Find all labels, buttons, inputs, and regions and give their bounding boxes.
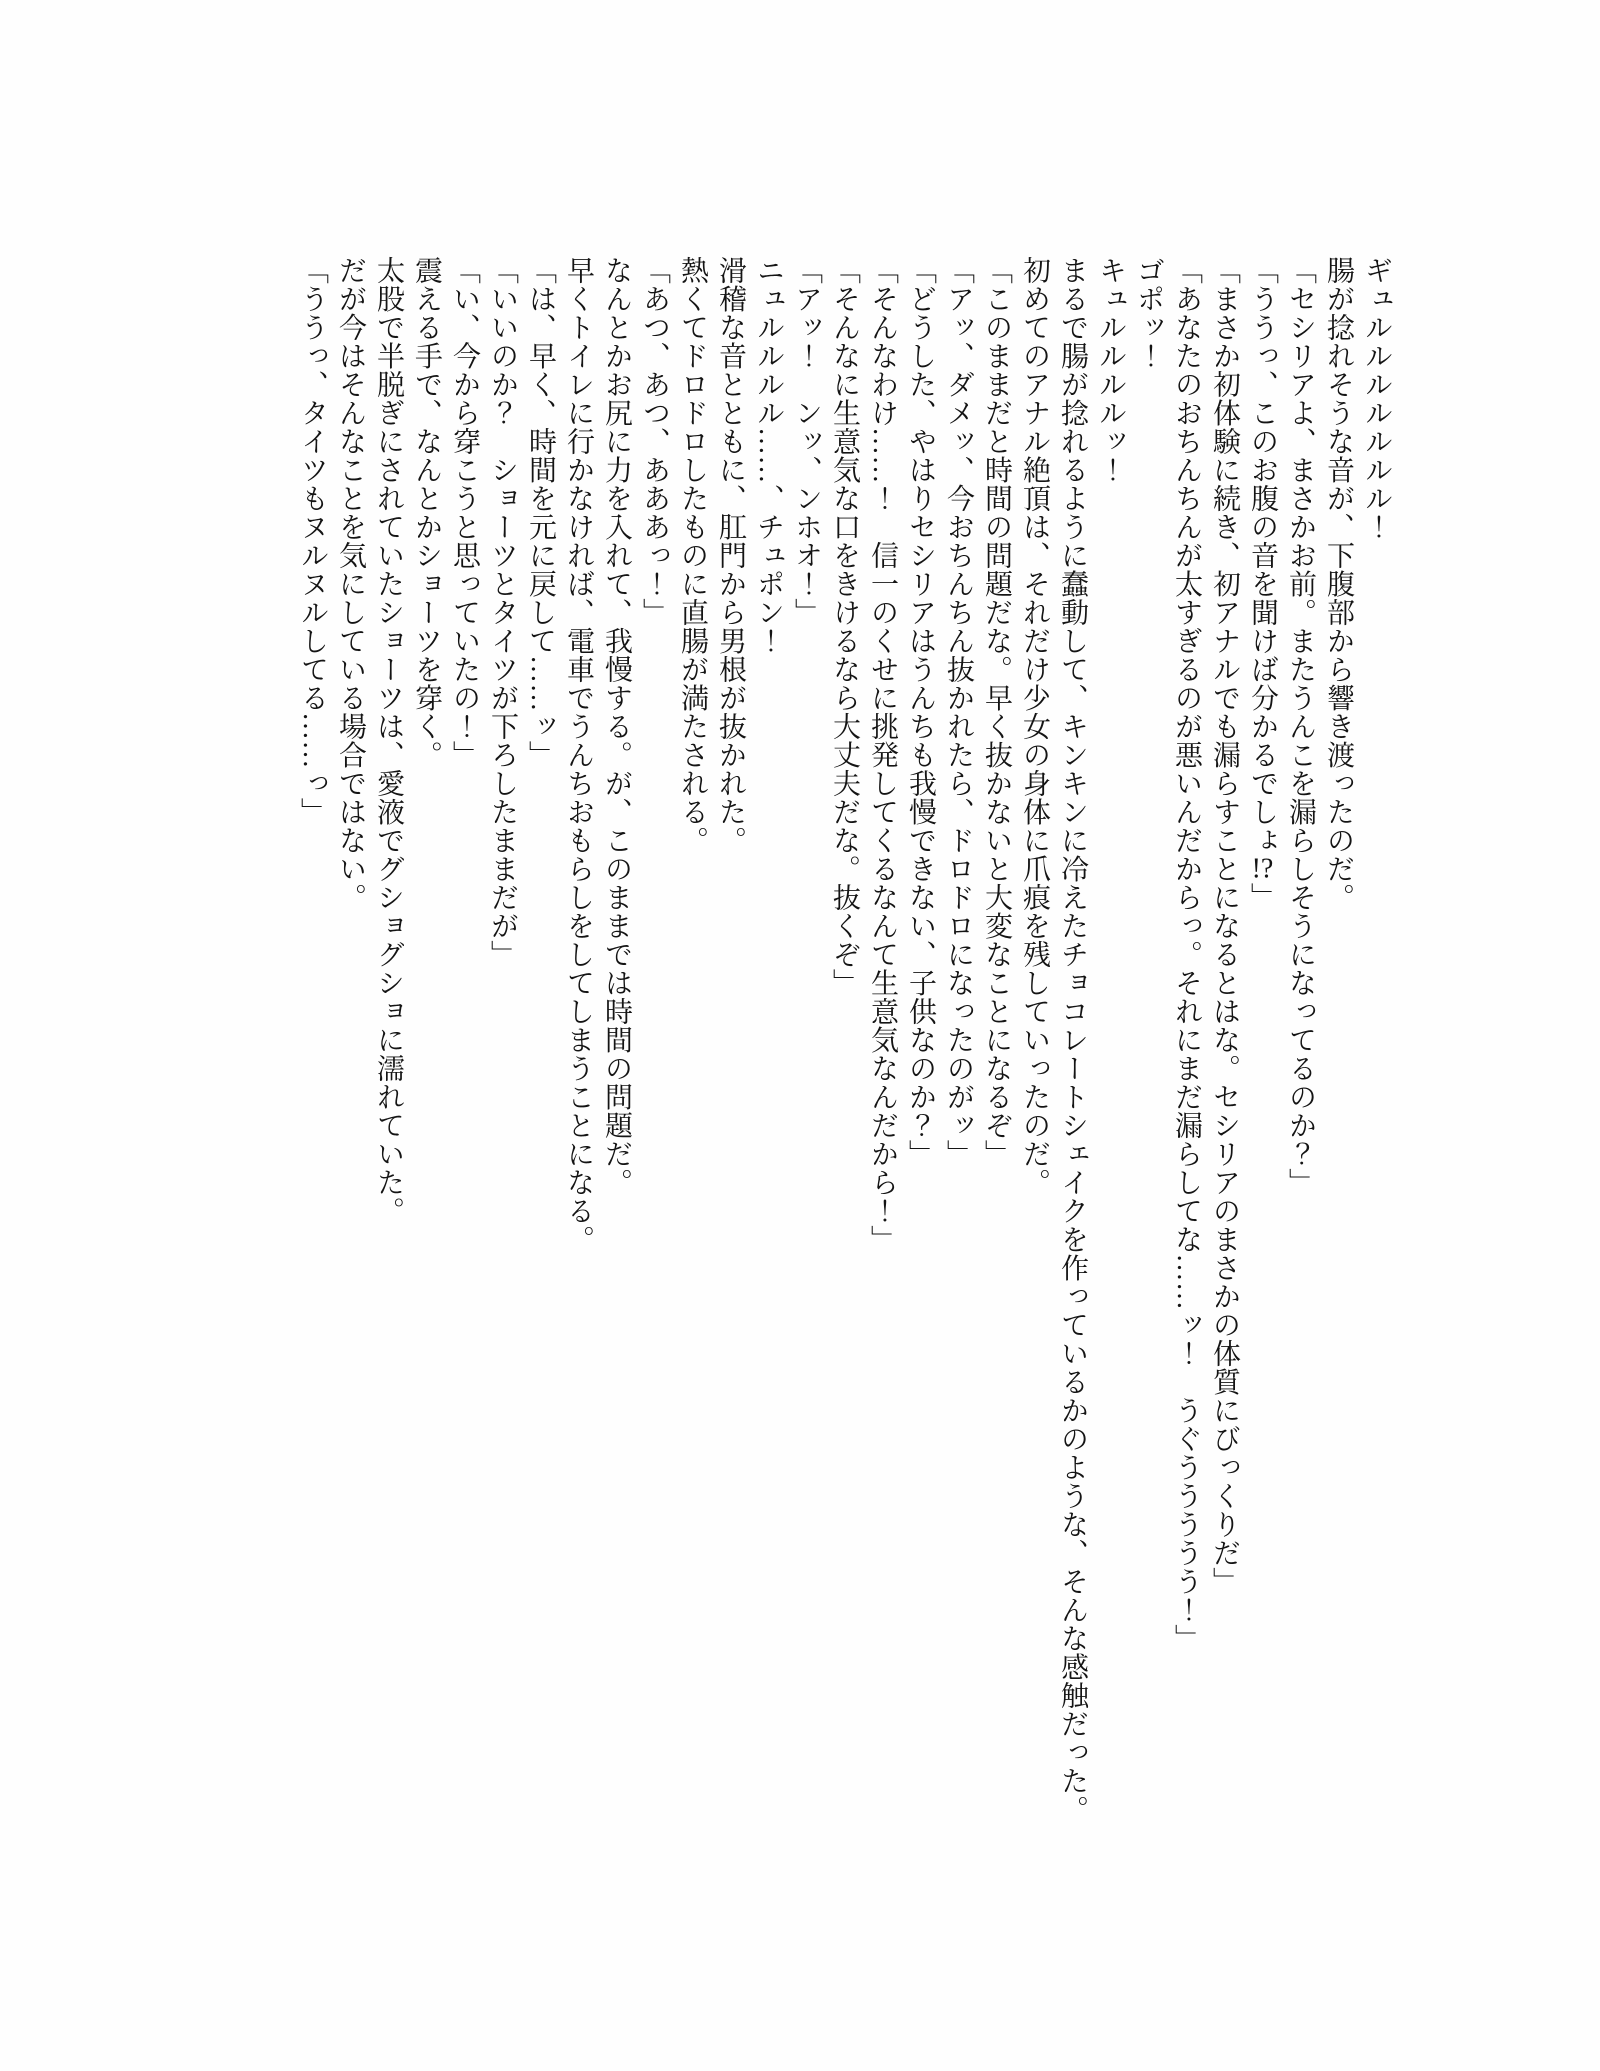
text-column: 「あなたのおちんちんが太すぎるのが悪いんだからっ。それにまだ漏らしてな……ッ！ うぐううううう！」 — [1171, 256, 1202, 1653]
text-segment: 「ううっ、このお腹の音を聞けば分かるでしょ — [1247, 256, 1278, 855]
text-column: 震える手で、なんとかショーツを穿く。 — [411, 256, 442, 769]
text-column: 腸が捻れそうな音が、下腹部から響き渡ったのだ。 — [1323, 256, 1354, 912]
text-column: 「セシリアよ、まさかお前。またうんこを漏らしそうになってるのか？」 — [1285, 256, 1316, 1197]
text-column: 初めてのアナル絶頂は、それだけ少女の身体に爪痕を残していったのだ。 — [1019, 256, 1050, 1197]
text-column: キュルルルルッ！ — [1095, 256, 1126, 484]
text-column: 熱くてドロドロしたものに直腸が満たされる。 — [677, 256, 708, 855]
text-column: 「アッ！ ンッ、ンホオ！」 — [791, 256, 822, 627]
text-column: ギュルルルルルルル！ — [1361, 256, 1392, 541]
text-column: 太股で半脱ぎにされていたショーツは、愛液でグショグショに濡れていた。 — [373, 256, 404, 1225]
text-column: 「ううっ、タイツもヌルヌルしてる……っ」 — [297, 256, 328, 826]
text-column: 「まさか初体験に続き、初アナルでも漏らすことになるとはな。セシリアのまさかの体質にびっくりだ」 — [1209, 256, 1240, 1596]
text-segment: 」 — [1247, 882, 1278, 911]
tatechuyoko-exclamation-question: !? — [1251, 854, 1274, 883]
text-column: 「い、今から穿こうと思っていたの！」 — [449, 256, 480, 769]
text-column: 「いいのか？ ショーツとタイツが下ろしたままだが」 — [487, 256, 518, 969]
text-column: 「は、早く、時間を元に戻して……ッ」 — [525, 256, 556, 769]
text-column — [1243, 256, 1281, 1876]
text-block — [293, 256, 1395, 1876]
text-column: まるで腸が捻れるように蠢動して、キンキンに冷えたチョコレートシェイクを作っているかのような、そんな感触だった。 — [1057, 256, 1088, 1824]
text-column: ニュルルルル……、チュポン！ — [753, 256, 784, 655]
text-column: なんとかお尻に力を入れて、我慢する。が、このままでは時間の問題だ。 — [601, 256, 632, 1197]
text-column: 滑稽な音とともに、肛門から男根が抜かれた。 — [715, 256, 746, 855]
text-column: 「アッ、ダメッ、今おちんちん抜かれたら、ドロドロになったのがッ」 — [943, 256, 974, 1168]
text-column: 「このままだと時間の問題だな。早く抜かないと大変なことになるぞ」 — [981, 256, 1012, 1168]
text-column: 早くトイレに行かなければ、電車でうんちおもらしをしてしまうことになる。 — [563, 256, 594, 1254]
text-column: 「あつ、あつ、あああっ！」 — [639, 256, 670, 627]
text-column: 「そんなわけ……！ 信一のくせに挑発してくるなんて生意気なんだから！」 — [867, 256, 898, 1254]
text-column: 「どうした、やはりセシリアはうんちも我慢できない、子供なのか？」 — [905, 256, 936, 1168]
text-column: だが今はそんなことを気にしている場合ではない。 — [335, 256, 366, 912]
text-column: ゴポッ！ — [1133, 256, 1164, 370]
text-column: 「そんなに生意気な口をきけるなら大丈夫だな。抜くぞ」 — [829, 256, 860, 997]
